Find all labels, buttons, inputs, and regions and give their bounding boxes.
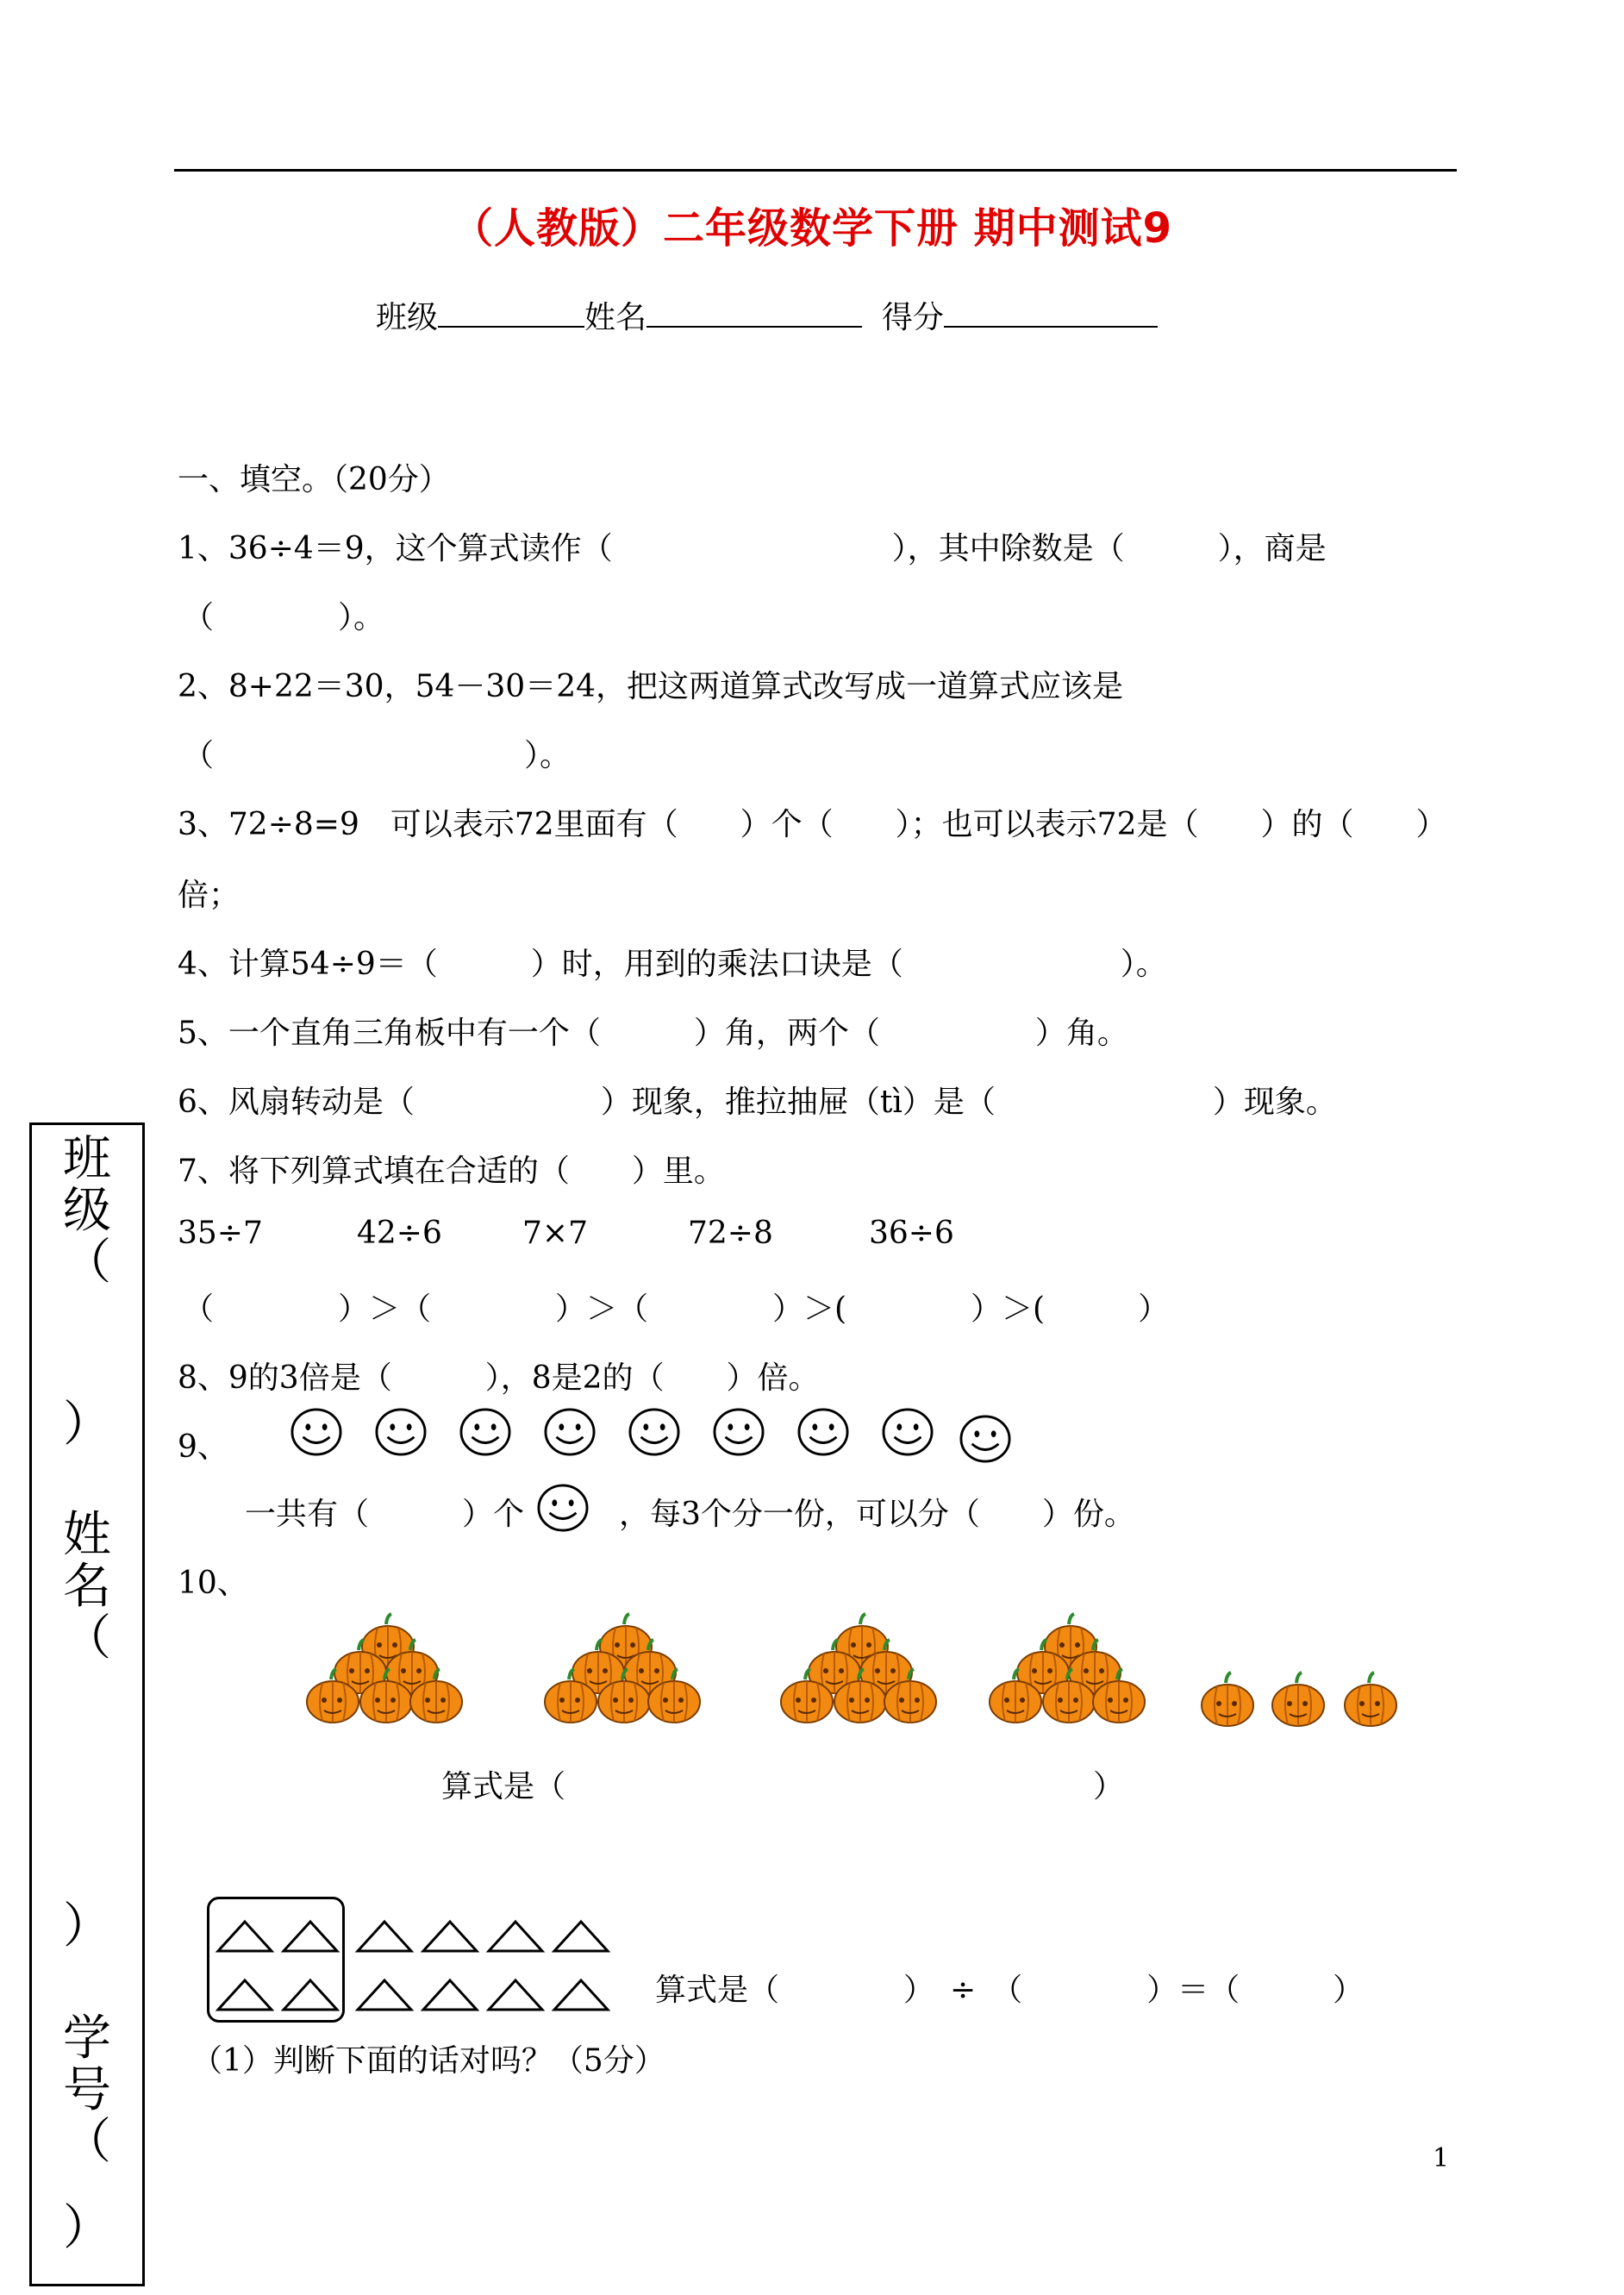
name-label: 姓名 <box>584 300 647 335</box>
pumpkin-icon <box>597 1667 652 1724</box>
smiley-face-icon <box>290 1407 343 1457</box>
side-char: （ <box>63 1235 111 1291</box>
q8-text: 8、9的3倍是（ ），8是2的（ ）倍。 <box>178 1360 820 1396</box>
q9-label: 9、 <box>178 1429 228 1465</box>
q10-label: 10、 <box>178 1566 248 1601</box>
side-char: （ <box>63 1610 111 1667</box>
page-title: （人教版）二年级数学下册 期中测试9 <box>451 204 1173 253</box>
class-label: 班级 <box>376 300 439 335</box>
side-binding-box <box>29 1122 145 2286</box>
side-char: 级 <box>63 1183 111 1239</box>
score-blank[interactable] <box>944 295 1158 328</box>
q5-text: 5、一个直角三角板中有一个（ ）角，两个（ ）角。 <box>178 1016 1128 1051</box>
pumpkin-icon <box>409 1667 464 1724</box>
triangle-icon <box>421 1978 479 2012</box>
q4-text: 4、计算54÷9＝（ ）时，用到的乘法口诀是（ ）。 <box>178 947 1167 982</box>
q9-text-a: 一共有（ ）个 <box>245 1497 525 1532</box>
side-char: ） <box>63 1898 111 1954</box>
q11-formula: 算式是（ ） ÷ （ ）＝（ ） <box>655 1973 1365 2008</box>
pumpkin-icon <box>1041 1667 1096 1724</box>
pumpkin-icon <box>543 1667 598 1724</box>
triangle-icon <box>552 1978 610 2012</box>
pumpkin-icon <box>883 1667 938 1724</box>
q7-item: 42÷6 <box>357 1216 442 1251</box>
q10-formula: 算式是（ ） <box>441 1769 1125 1804</box>
pumpkin-icon <box>305 1667 360 1724</box>
smiley-face-icon <box>536 1483 590 1533</box>
q1-line2: （ ）。 <box>183 600 385 635</box>
q1-line1: 1、36÷4＝9，这个算式读作（ ），其中除数是（ ），商是 <box>178 531 1327 566</box>
smiley-face-icon <box>796 1407 850 1457</box>
student-info-line <box>376 293 1158 337</box>
smiley-face-icon <box>374 1407 428 1457</box>
header-rule <box>174 169 1457 172</box>
q2-line1: 2、8+22＝30，54－30＝24，把这两道算式改写成一道算式应该是 <box>178 669 1124 704</box>
page-number: 1 <box>1433 2143 1450 2173</box>
pumpkin-icon <box>988 1667 1043 1724</box>
smiley-face-icon <box>881 1407 934 1457</box>
smiley-face-icon <box>712 1407 765 1457</box>
score-label: 得分 <box>881 300 944 335</box>
triangle-icon <box>355 1978 414 2012</box>
smiley-face-icon <box>959 1414 1012 1464</box>
side-char: ） <box>63 1397 111 1453</box>
triangle-icon <box>486 1919 545 1954</box>
q7-text: 7、将下列算式填在合适的（ ）里。 <box>178 1154 725 1189</box>
side-char: 班 <box>63 1131 111 1187</box>
pumpkin-icon <box>779 1667 834 1724</box>
pumpkin-icon <box>1200 1671 1255 1728</box>
q7-item: 36÷6 <box>869 1216 954 1251</box>
triangle-icon <box>552 1919 610 1954</box>
triangle-icon <box>215 1978 274 2012</box>
triangle-icon <box>421 1919 479 1954</box>
q6-text: 6、风扇转动是（ ）现象，推拉抽屉（tì）是（ ）现象。 <box>178 1085 1337 1120</box>
q3-line2: 倍； <box>178 878 240 913</box>
side-char: 号 <box>63 2062 111 2118</box>
triangle-icon <box>355 1919 414 1954</box>
smiley-face-icon <box>628 1407 681 1457</box>
pumpkin-icon <box>646 1667 702 1724</box>
side-char: 名 <box>63 1559 111 1615</box>
pumpkin-icon <box>1271 1671 1326 1728</box>
triangle-icon <box>486 1978 545 2012</box>
side-char: 姓 <box>63 1507 111 1563</box>
pumpkin-icon <box>1343 1671 1398 1728</box>
q7-order-line: （ ）＞（ ）＞（ ）＞( ）＞( ） <box>183 1291 1170 1327</box>
q2-line2: （ ）。 <box>183 738 572 773</box>
name-blank[interactable] <box>646 295 862 328</box>
q7-item: 72÷8 <box>688 1216 773 1251</box>
smiley-face-icon <box>459 1407 512 1457</box>
class-blank[interactable] <box>438 295 584 328</box>
q7-item: 35÷7 <box>178 1216 263 1251</box>
pumpkin-icon <box>1091 1667 1146 1724</box>
q7-item: 7×7 <box>522 1216 588 1251</box>
triangle-icon <box>281 1978 340 2012</box>
side-char: 学 <box>63 2010 111 2067</box>
pumpkin-icon <box>833 1667 888 1724</box>
side-char: ） <box>63 2200 111 2256</box>
q3-line1: 3、72÷8=9 可以表示72里面有（ ）个（ ）；也可以表示72是（ ）的（ ） <box>178 807 1447 842</box>
side-char: （ <box>63 2114 111 2170</box>
section1-heading: 一、填空。（20分） <box>178 462 450 497</box>
triangle-icon <box>281 1919 340 1954</box>
section2-heading: （1）判断下面的话对吗？（5分） <box>191 2043 665 2079</box>
triangle-icon <box>215 1919 274 1954</box>
smiley-face-icon <box>543 1407 597 1457</box>
q9-text-b: ，每3个分一份，可以分（ ）份。 <box>619 1497 1135 1532</box>
pumpkin-icon <box>359 1667 414 1724</box>
